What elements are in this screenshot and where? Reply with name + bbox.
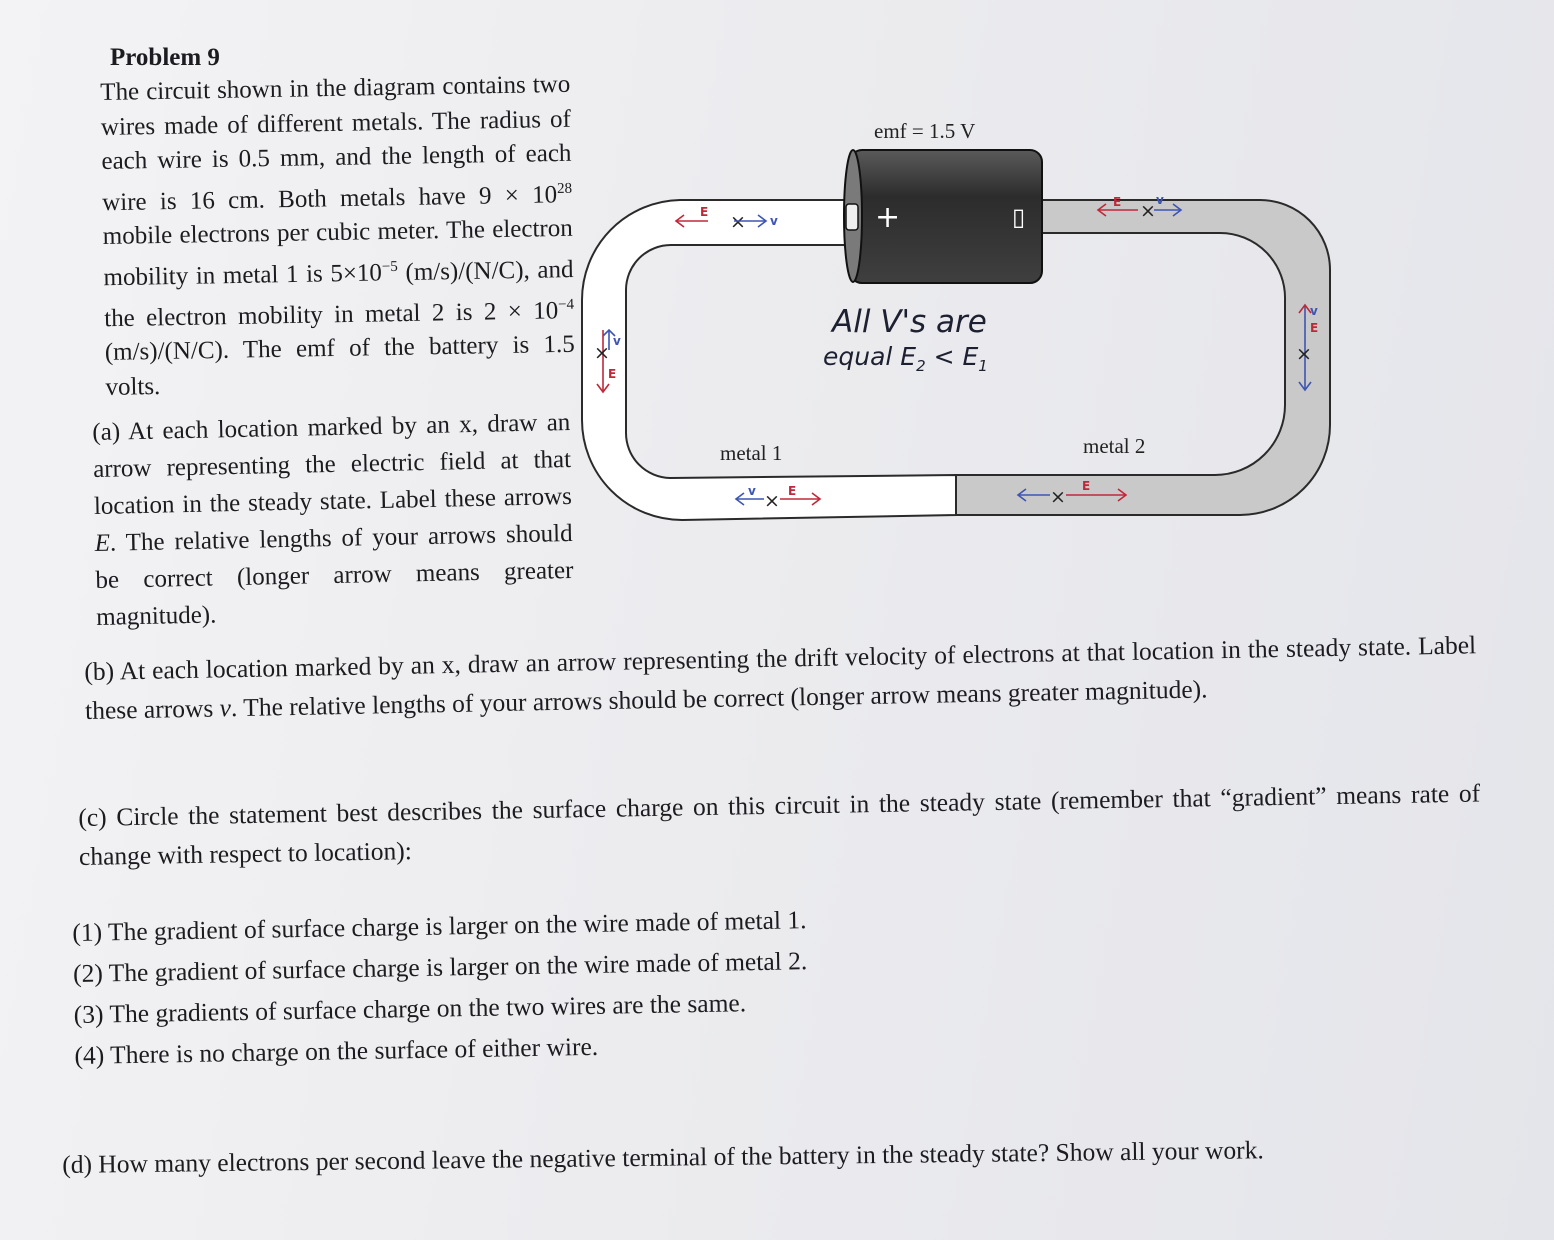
field-label-top-left: E — [700, 205, 709, 219]
part-a-symbol: E — [94, 529, 111, 557]
x-marker-right: × — [1296, 343, 1312, 365]
intro-text-4: (m/s)/(N/C). The emf of the battery is 1.5 volts. — [104, 331, 575, 401]
field-label-right: E — [1310, 321, 1319, 335]
battery-nub — [846, 204, 858, 230]
field-label-bottom-left: E — [788, 484, 797, 498]
velocity-label-top-left: v — [770, 214, 778, 228]
velocity-label-right: v — [1310, 304, 1318, 318]
intro-text-2: mobile electrons per cubic meter. The electron mobility in metal 1 is 5×10 — [102, 215, 573, 292]
x-marker-bottom-left: × — [764, 490, 780, 512]
part-c-text: (c) Circle the statement best describes the surface charge on this circuit in the steady state (remember that “gradient” means rate of change with respect to location): — [78, 778, 1481, 871]
part-b — [84, 625, 1477, 730]
intro-exponent-2: −5 — [381, 258, 398, 275]
option-2[interactable]: (2) The gradient of surface charge is larger on the wire made of metal 2. — [72, 946, 808, 988]
battery-plus-symbol: + — [875, 200, 901, 235]
part-d: (d) How many electrons per second leave the negative terminal of the battery in the steady state? Show all your work. — [62, 1135, 1264, 1179]
intro-exponent-1: 28 — [556, 180, 573, 197]
problem-intro — [100, 68, 576, 406]
part-a-text-2: . The relative lengths of your arrows should be correct (longer arrow means greater magnitude). — [95, 519, 574, 631]
x-marker-top-left: × — [730, 211, 746, 233]
field-label-top-right: E — [1113, 195, 1122, 209]
velocity-label-bottom-left: v — [748, 484, 756, 498]
intro-text-1: The circuit shown in the diagram contains two wires made of different metals. The radius of each wire is 0.5 mm, and the length of each wire is 16 cm. Both metals have 9 × 10 — [100, 70, 572, 216]
problem-title: Problem 9 — [110, 44, 220, 71]
part-a-text-1: (a) At each location marked by an x, draw an arrow representing the electric field at that location in the steady state. Label these arrows — [92, 408, 573, 520]
emf-label: emf = 1.5 V — [874, 119, 976, 143]
handwritten-sub-2: 2 — [916, 357, 926, 375]
part-b-text-1: (b) At each location marked by an x, draw an arrow representing the drift velocity of electrons at that location in the steady state. Label these arrows — [84, 630, 1477, 725]
intro-exponent-3: −4 — [557, 296, 575, 313]
part-c — [78, 774, 1481, 876]
circuit-diagram — [570, 100, 1340, 540]
intro-text-3: (m/s)/(N/C), and the electron mobility in metal 2 is 2 × 10 — [103, 255, 574, 332]
handwritten-less-than: < E — [925, 342, 979, 371]
velocity-label-top-right: v — [1156, 193, 1164, 207]
handwritten-note-line-2 — [823, 342, 988, 375]
x-marker-top-right: × — [1140, 200, 1156, 222]
option-4[interactable]: (4) There is no charge on the surface of either wire. — [74, 1031, 599, 1070]
part-b-text-2: . The relative lengths of your arrows should be correct (longer arrow means greater magnitude). — [230, 674, 1208, 723]
x-marker-bottom-right: × — [1050, 486, 1066, 508]
handwritten-sub-1: 1 — [978, 357, 988, 375]
field-label-left: E — [608, 367, 617, 381]
part-a — [92, 404, 575, 636]
field-label-bottom-right: E — [1082, 479, 1091, 493]
option-3[interactable]: (3) The gradients of surface charge on the two wires are the same. — [73, 988, 747, 1029]
metal-1-label: metal 1 — [720, 441, 783, 465]
x-marker-left: × — [594, 342, 610, 364]
velocity-label-left: v — [613, 334, 621, 348]
part-c-options — [72, 896, 975, 1076]
part-b-symbol: v — [219, 693, 232, 723]
handwritten-note-line-1: All V's are — [832, 304, 987, 340]
metal-2-label: metal 2 — [1083, 434, 1146, 458]
option-1[interactable]: (1) The gradient of surface charge is larger on the wire made of metal 1. — [72, 905, 807, 947]
handwritten-equal: equal E — [823, 342, 917, 371]
battery-minus-symbol: ▯ — [1012, 203, 1026, 231]
